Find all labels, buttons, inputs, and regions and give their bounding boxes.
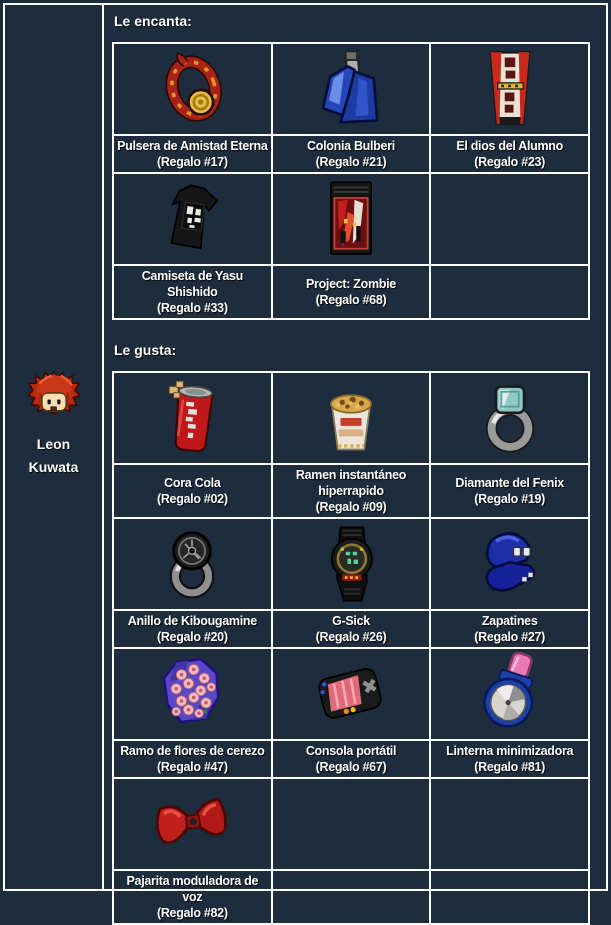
gift-name: Ramen instantáneo hiperrapido (295, 468, 407, 498)
gift-label-cell (272, 610, 431, 648)
gift-number: (Regalo #02) (156, 492, 228, 506)
character-name (5, 433, 102, 479)
gift-name: El dios del Alumno (456, 139, 563, 153)
gift-image-cell (113, 43, 272, 135)
gift-label-cell (272, 265, 431, 319)
gift-image-cell (113, 173, 272, 265)
gift-image-cell (430, 648, 589, 740)
gift-name: G-Sick (332, 614, 370, 628)
gift-name: Zapatines (481, 614, 538, 628)
gift-number: (Regalo #33) (156, 301, 228, 315)
table-row (113, 43, 589, 135)
cologne-bottle-icon (273, 47, 430, 131)
table-row (113, 870, 589, 924)
flashlight-icon (431, 652, 588, 736)
gift-name: Pajarita moduladora de voz (126, 874, 259, 904)
table-row (113, 740, 589, 778)
gift-number: (Regalo #27) (474, 630, 546, 644)
gift-name: Ramo de flores de cerezo (120, 744, 265, 758)
gift-number: (Regalo #67) (315, 760, 387, 774)
diamond-ring-icon (431, 376, 588, 460)
gift-label-cell (113, 464, 272, 518)
table-row (113, 648, 589, 740)
gift-label-cell (272, 740, 431, 778)
gift-number: (Regalo #23) (474, 155, 546, 169)
gift-number: (Regalo #17) (156, 155, 228, 169)
gift-label-cell (113, 870, 272, 924)
zombie-game-box-icon (273, 177, 430, 261)
empty-cell (430, 778, 589, 870)
gift-number: (Regalo #68) (315, 293, 387, 307)
gift-name: Project: Zombie (306, 277, 396, 291)
gift-label-cell (430, 740, 589, 778)
digital-watch-icon (273, 522, 430, 606)
table-row (113, 778, 589, 870)
gift-image-cell (430, 518, 589, 610)
tshirt-icon (114, 177, 271, 261)
gift-image-cell (113, 778, 272, 870)
gift-image-cell (113, 648, 272, 740)
table-row (113, 265, 589, 319)
section-title-likes: Le gusta: (114, 342, 177, 358)
leon-kuwata-avatar-icon (5, 371, 102, 423)
character-block (5, 371, 102, 479)
gift-image-cell (113, 518, 272, 610)
gift-number: (Regalo #19) (474, 492, 546, 506)
empty-cell (430, 265, 589, 319)
likes-table (112, 371, 590, 925)
table-row (113, 464, 589, 518)
cola-can-icon (114, 376, 271, 460)
cherry-blossom-bouquet-icon (114, 652, 271, 736)
gift-label-cell (430, 464, 589, 518)
page-frame (3, 3, 608, 920)
gift-name: Pulsera de Amistad Eterna (117, 139, 268, 153)
student-god-charm-icon (431, 47, 588, 131)
section-title-loves: Le encanta: (114, 13, 192, 29)
cup-noodles-icon (273, 376, 430, 460)
gift-label-cell (113, 265, 272, 319)
gift-number: (Regalo #09) (315, 500, 387, 514)
gift-image-cell (272, 43, 431, 135)
gift-image-cell (272, 372, 431, 464)
gift-name: Colonia Bulberi (307, 139, 395, 153)
gift-number: (Regalo #21) (315, 155, 387, 169)
empty-cell (430, 173, 589, 265)
content-panel (104, 5, 606, 920)
gift-name: Cora Cola (164, 476, 221, 490)
character-last-name: Kuwata (28, 459, 79, 475)
gift-image-cell (430, 372, 589, 464)
gift-name: Camiseta de Yasu Shishido (141, 269, 243, 299)
table-row (113, 518, 589, 610)
gift-label-cell (430, 135, 589, 173)
gift-name: Consola portátil (305, 744, 397, 758)
gift-label-cell (272, 464, 431, 518)
empty-cell (430, 870, 589, 924)
gift-number: (Regalo #20) (156, 630, 228, 644)
table-row (113, 610, 589, 648)
friendship-bracelet-icon (114, 47, 271, 131)
table-row (113, 135, 589, 173)
character-first-name: Leon (36, 436, 71, 452)
gift-number: (Regalo #82) (156, 906, 228, 920)
gift-label-cell (113, 135, 272, 173)
character-panel (5, 5, 104, 889)
gift-label-cell (272, 135, 431, 173)
gift-image-cell (272, 173, 431, 265)
gift-number: (Regalo #47) (156, 760, 228, 774)
empty-cell (272, 778, 431, 870)
gift-label-cell (113, 610, 272, 648)
gift-image-cell (430, 43, 589, 135)
gift-name: Anillo de Kibougamine (127, 614, 257, 628)
gift-image-cell (113, 372, 272, 464)
bowtie-icon (114, 782, 271, 866)
gift-image-cell (272, 648, 431, 740)
table-row (113, 173, 589, 265)
gift-number: (Regalo #26) (315, 630, 387, 644)
gift-image-cell (272, 518, 431, 610)
table-row (113, 372, 589, 464)
gift-name: Linterna minimizadora (446, 744, 574, 758)
empty-cell (272, 870, 431, 924)
handheld-console-icon (273, 652, 430, 736)
gift-number: (Regalo #81) (474, 760, 546, 774)
kibougamine-ring-icon (114, 522, 271, 606)
gift-label-cell (430, 610, 589, 648)
loves-table (112, 42, 590, 320)
gift-label-cell (113, 740, 272, 778)
blue-sneakers-icon (431, 522, 588, 606)
gift-name: Diamante del Fenix (455, 476, 564, 490)
